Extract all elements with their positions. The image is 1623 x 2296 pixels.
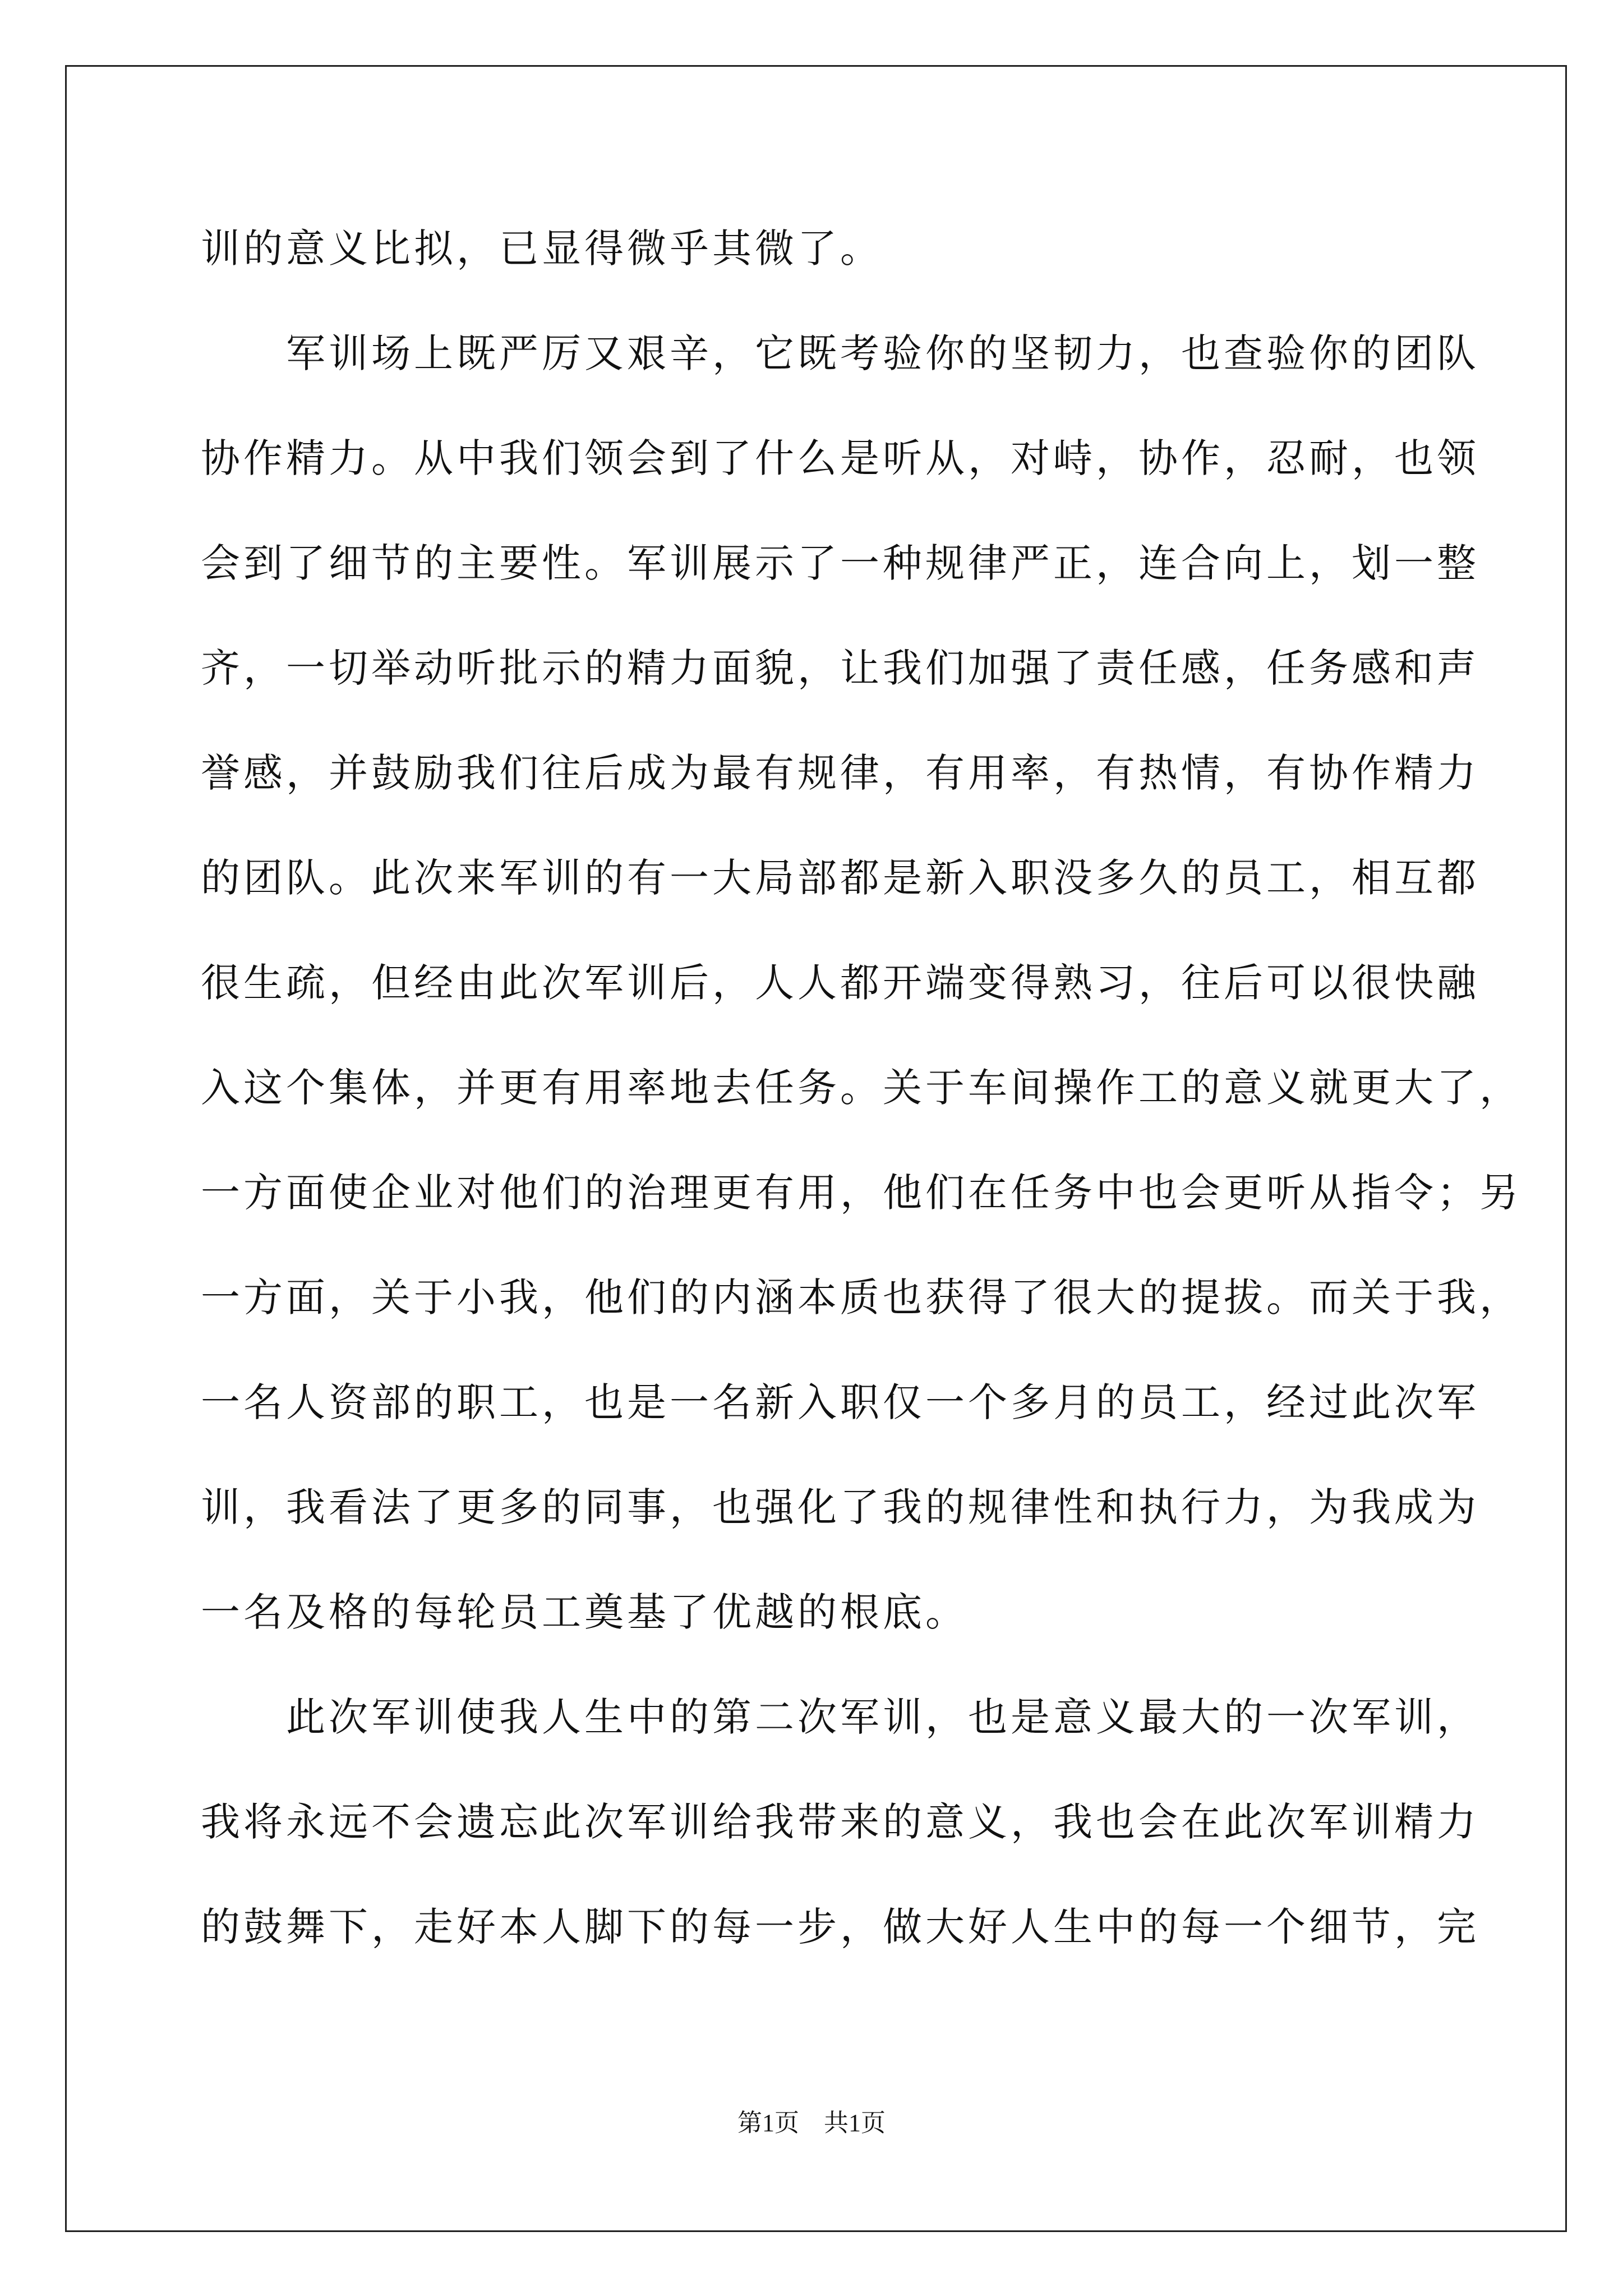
text-line: 一方面使企业对他们的治理更有用，他们在任务中也会更听从指令；另 [201,1170,1522,1216]
text-line: 训的意义比拟，已显得微乎其微了。 [201,226,883,272]
text-line: 协作精力。从中我们领会到了什么是听从，对峙，协作，忍耐，也领 [201,435,1479,481]
text-line: 会到了细节的主要性。军训展示了一种规律严正，连合向上，划一整 [201,540,1479,586]
text-line: 誉感，并鼓励我们往后成为最有规律，有用率，有热情，有协作精力 [201,750,1479,796]
text-line: 入这个集体，并更有用率地去任务。关于车间操作工的意义就更大了， [201,1065,1522,1111]
text-line: 我将永远不会遗忘此次军训给我带来的意义，我也会在此次军训精力 [201,1799,1479,1845]
page-footer: 第1页 共1页 [737,2109,886,2137]
text-line: 一名人资部的职工，也是一名新入职仅一个多月的员工，经过此次军 [201,1379,1479,1425]
text-line: 此次军训使我人生中的第二次军训，也是意义最大的一次军训， [201,1694,1479,1740]
text-line: 齐，一切举动听批示的精力面貌，让我们加强了责任感，任务感和声 [201,645,1479,691]
text-line: 一方面，关于小我，他们的内涵本质也获得了很大的提拔。而关于我， [201,1274,1522,1320]
text-line: 很生疏，但经由此次军训后，人人都开端变得熟习，往后可以很快融 [201,960,1479,1006]
document-body [201,215,1522,1999]
text-line: 的团队。此次来军训的有一大局部都是新入职没多久的员工，相互都 [201,855,1479,901]
text-line: 训，我看法了更多的同事，也强化了我的规律性和执行力，为我成为 [201,1484,1479,1530]
text-line: 的鼓舞下，走好本人脚下的每一步，做大好人生中的每一个细节，完 [201,1904,1479,1950]
text-line: 军训场上既严厉又艰辛，它既考验你的坚韧力，也查验你的团队 [201,330,1479,376]
text-line: 一名及格的每轮员工奠基了优越的根底。 [201,1589,968,1635]
